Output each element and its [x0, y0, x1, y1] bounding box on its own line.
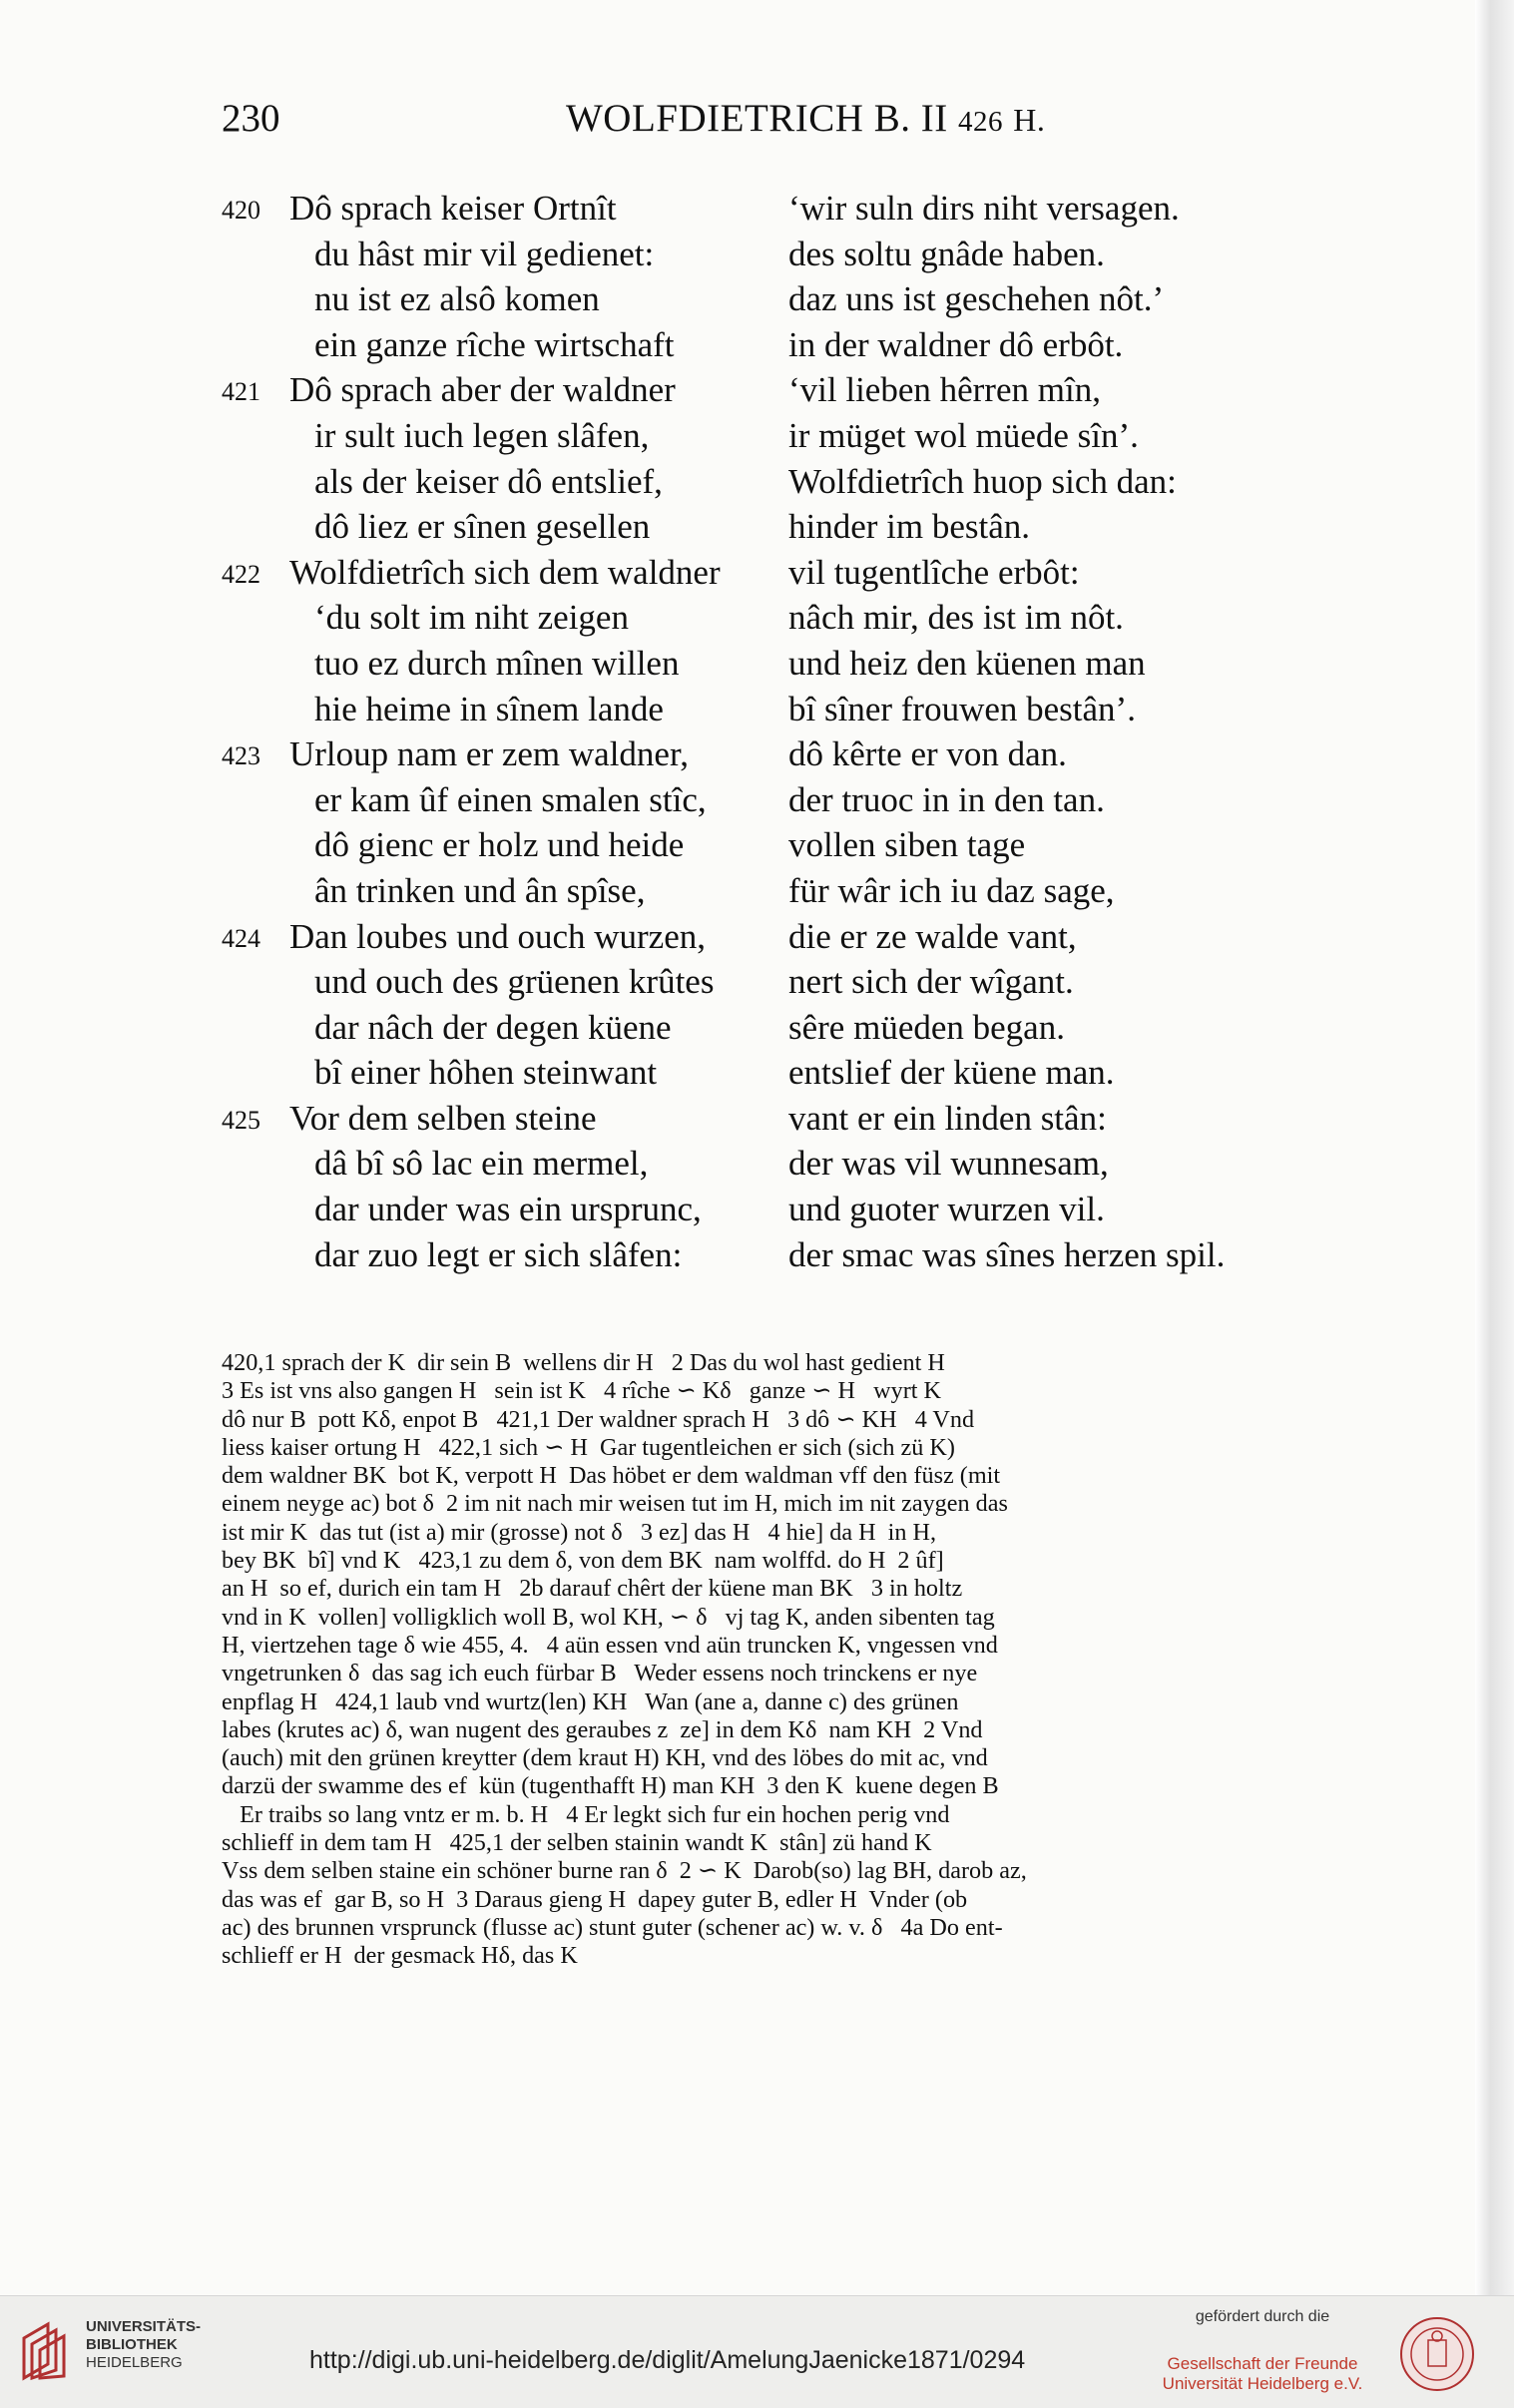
verse-first-half: er kam ûf einen smalen stîc, [314, 779, 707, 819]
sponsor-line1: Gesellschaft der Freunde [1167, 2354, 1358, 2373]
verse-first-half: Dô sprach keiser Ortnît [289, 189, 617, 228]
verse-second-half: des soltu gnâde haben. [788, 234, 1105, 273]
verse-second-half: dô kêrte er von dan. [788, 734, 1067, 774]
verse-line [222, 822, 1319, 868]
apparatus-line: ac) des brunnen vrsprunck (flusse ac) stunt guter (schener ac) w. v. δ 4a Do ent- [222, 1913, 1003, 1941]
verse-line [222, 959, 1319, 1005]
university-seal-icon [1397, 2314, 1477, 2394]
verse-second-half: vant er ein linden stân: [788, 1098, 1107, 1138]
running-title [566, 96, 1045, 141]
verse-second-half: nert sich der wîgant. [788, 962, 1074, 1002]
verse-first-half: ir sult iuch legen slâfen, [314, 415, 650, 455]
verse-second-half: entslief der küene man. [788, 1053, 1115, 1093]
verse-line [222, 322, 1319, 368]
verse-line [222, 413, 1319, 459]
verse-first-half: dar zuo legt er sich slâfen: [314, 1234, 683, 1274]
library-name-line3: HEIDELBERG [86, 2354, 183, 2371]
apparatus-line: bey BK bî] vnd K 423,1 zu dem δ, von dem BK nam wolffd. do H 2 ûf] [222, 1547, 944, 1575]
apparatus-line: einem neyge ac) bot δ 2 im nit nach mir weisen tut im H, mich im nit zaygen das [222, 1490, 1008, 1518]
verse-first-half: du hâst mir vil gedienet: [314, 234, 655, 273]
running-title-h: H. [1013, 102, 1046, 138]
verse-first-half: und ouch des grüenen krûtes [314, 962, 715, 1002]
verse-second-half: sêre müeden began. [788, 1007, 1065, 1047]
verse-line [222, 1005, 1319, 1051]
footer-bar [0, 2295, 1514, 2408]
verse-first-half: ân trinken und ân spîse, [314, 870, 646, 910]
apparatus-line: Vss dem selben staine ein schöner burne ran δ 2 ∽ K Darob(so) lag BH, darob az, [222, 1857, 1027, 1885]
sponsor-organization [1148, 2354, 1377, 2394]
stanza-number: 421 [222, 377, 260, 407]
verse-first-half: Wolfdietrîch sich dem waldner [289, 552, 721, 592]
verse-second-half: hinder im bestân. [788, 507, 1031, 547]
library-name [86, 2318, 201, 2372]
apparatus-line: an H so ef, durich ein tam H 2b darauf chêrt der küene man BK 3 in holtz [222, 1575, 963, 1603]
verse-first-half: als der keiser dô entslief, [314, 461, 663, 501]
university-library-logo-icon [18, 2318, 76, 2384]
verse-second-half: vollen siben tage [788, 825, 1026, 865]
apparatus-line: dô nur B pott Kδ, enpot B 421,1 Der waldner sprach H 3 dô ∽ KH 4 Vnd [222, 1405, 975, 1433]
verse-second-half: bî sîner frouwen bestân’. [788, 689, 1136, 728]
verse-line [222, 504, 1319, 550]
verse-first-half: dâ bî sô lac ein mermel, [314, 1144, 649, 1184]
verse-line [222, 367, 1319, 413]
verse-first-half: Urloup nam er zem waldner, [289, 734, 689, 774]
verse-line [222, 1232, 1319, 1278]
verse-second-half: der smac was sînes herzen spil. [788, 1234, 1226, 1274]
verse-line [222, 595, 1319, 641]
verse-second-half: die er ze walde vant, [788, 916, 1077, 956]
verse-first-half: dô gienc er holz und heide [314, 825, 685, 865]
verse-first-half: dô liez er sînen gesellen [314, 507, 651, 547]
apparatus-line: H, viertzehen tage δ wie 455, 4. 4 aün essen vnd aün truncken K, vngessen vnd [222, 1631, 998, 1659]
sponsor-label: gefördert durch die [1195, 2308, 1330, 2325]
verse-first-half: Vor dem selben steine [289, 1098, 597, 1138]
verse-line [222, 1050, 1319, 1096]
verse-second-half: für wâr ich iu daz sage, [788, 870, 1115, 910]
apparatus-line: labes (krutes ac) δ, wan nugent des geraubes z ze] in dem Kδ nam KH 2 Vnd [222, 1715, 983, 1743]
verse-line [222, 731, 1319, 777]
verse-line [222, 459, 1319, 505]
verse-second-half: in der waldner dô erbôt. [788, 324, 1124, 364]
verse-first-half: dar under was ein ursprunc, [314, 1190, 702, 1229]
verse-line [222, 641, 1319, 687]
verse-line [222, 777, 1319, 823]
apparatus-line: ist mir K das tut (ist a) mir (grosse) not δ 3 ez] das H 4 hie] da H in H, [222, 1518, 937, 1546]
verse-line [222, 186, 1319, 232]
verse-block [222, 186, 1319, 1277]
verse-first-half: Dô sprach aber der waldner [289, 370, 676, 410]
apparatus-line: 420,1 sprach der K dir sein B wellens dir H 2 Das du wol hast gedient H [222, 1349, 945, 1376]
apparatus-line: darzü der swamme des ef kün (tugenthafft H) man KH 3 den K kuene degen B [222, 1772, 999, 1800]
verse-first-half: bî einer hôhen steinwant [314, 1053, 658, 1093]
verse-second-half: Wolfdietrîch huop sich dan: [788, 461, 1177, 501]
apparatus-line: liess kaiser ortung H 422,1 sich ∽ H Gar tugentleichen er sich (sich zü K) [222, 1433, 955, 1461]
library-name-line1: UNIVERSITÄTS- [86, 2318, 202, 2335]
stanza-number: 424 [222, 923, 260, 953]
verse-line [222, 1187, 1319, 1232]
critical-apparatus [222, 1349, 1339, 1971]
verse-first-half: hie heime in sînem lande [314, 689, 664, 728]
stanza-number: 420 [222, 196, 260, 225]
verse-second-half: und guoter wurzen vil. [788, 1190, 1105, 1229]
verse-first-half: ein ganze rîche wirtschaft [314, 324, 675, 364]
verse-line [222, 1096, 1319, 1142]
verse-second-half: daz uns ist geschehen nôt.’ [788, 279, 1165, 319]
verse-line [222, 687, 1319, 732]
apparatus-line: enpflag H 424,1 laub vnd wurtz(len) KH Wan (ane a, danne c) des grünen [222, 1687, 959, 1715]
running-header [222, 96, 1319, 156]
page-number: 230 [222, 97, 280, 140]
sponsor-line2: Universität Heidelberg e.V. [1162, 2374, 1363, 2393]
page-edge-shadow [1475, 0, 1514, 2295]
verse-line [222, 232, 1319, 277]
verse-line [222, 276, 1319, 322]
verse-second-half: ‘vil lieben hêrren mîn, [788, 370, 1101, 410]
verse-first-half: nu ist ez alsô komen [314, 279, 600, 319]
verse-first-half: ‘du solt im niht zeigen [314, 598, 629, 638]
verse-first-half: tuo ez durch mînen willen [314, 643, 680, 683]
stanza-number: 422 [222, 559, 260, 589]
stanza-number: 425 [222, 1105, 260, 1135]
verse-second-half: vil tugentlîche erbôt: [788, 552, 1080, 592]
source-url-link[interactable]: http://digi.ub.uni-heidelberg.de/diglit/AmelungJaenicke1871/0294 [309, 2346, 1026, 2374]
apparatus-line: vnd in K vollen] volligklich woll B, wol KH, ∽ δ vj tag K, anden sibenten tag [222, 1603, 995, 1631]
running-title-main: WOLFDIETRICH B. II [566, 97, 948, 140]
verse-line [222, 1141, 1319, 1187]
apparatus-line: 3 Es ist vns also gangen H sein ist K 4 rîche ∽ Kδ ganze ∽ H wyrt K [222, 1377, 942, 1405]
apparatus-line: schlieff in dem tam H 425,1 der selben stainin wandt K stân] zü hand K [222, 1829, 932, 1857]
stanza-number: 423 [222, 741, 260, 771]
verse-line [222, 868, 1319, 914]
apparatus-line: Er traibs so lang vntz er m. b. H 4 Er legkt sich fur ein hochen perig vnd [222, 1800, 950, 1828]
apparatus-line: dem waldner BK bot K, verpott H Das höbet er dem waldman vff den füsz (mit [222, 1462, 1001, 1490]
apparatus-line: schlieff er H der gesmack Hδ, das K [222, 1942, 578, 1970]
verse-second-half: der truoc in in den tan. [788, 779, 1105, 819]
verse-second-half: ‘wir suln dirs niht versagen. [788, 189, 1180, 228]
verse-line [222, 550, 1319, 596]
apparatus-line: vngetrunken δ das sag ich euch fürbar B Weder essens noch trinckens er nye [222, 1660, 978, 1687]
verse-first-half: dar nâch der degen küene [314, 1007, 672, 1047]
verse-second-half: ir müget wol müede sîn’. [788, 415, 1139, 455]
running-title-number: 426 [957, 106, 1003, 138]
verse-line [222, 914, 1319, 960]
verse-second-half: und heiz den küenen man [788, 643, 1146, 683]
verse-first-half: Dan loubes und ouch wurzen, [289, 916, 706, 956]
verse-second-half: nâch mir, des ist im nôt. [788, 598, 1124, 638]
verse-second-half: der was vil wunnesam, [788, 1144, 1109, 1184]
apparatus-line: das was ef gar B, so H 3 Daraus gieng H dapey guter B, edler H Vnder (ob [222, 1885, 968, 1913]
apparatus-line: (auch) mit den grünen kreytter (dem kraut H) KH, vnd des löbes do mit ac, vnd [222, 1744, 988, 1772]
library-name-line2: BIBLIOTHEK [86, 2336, 178, 2353]
